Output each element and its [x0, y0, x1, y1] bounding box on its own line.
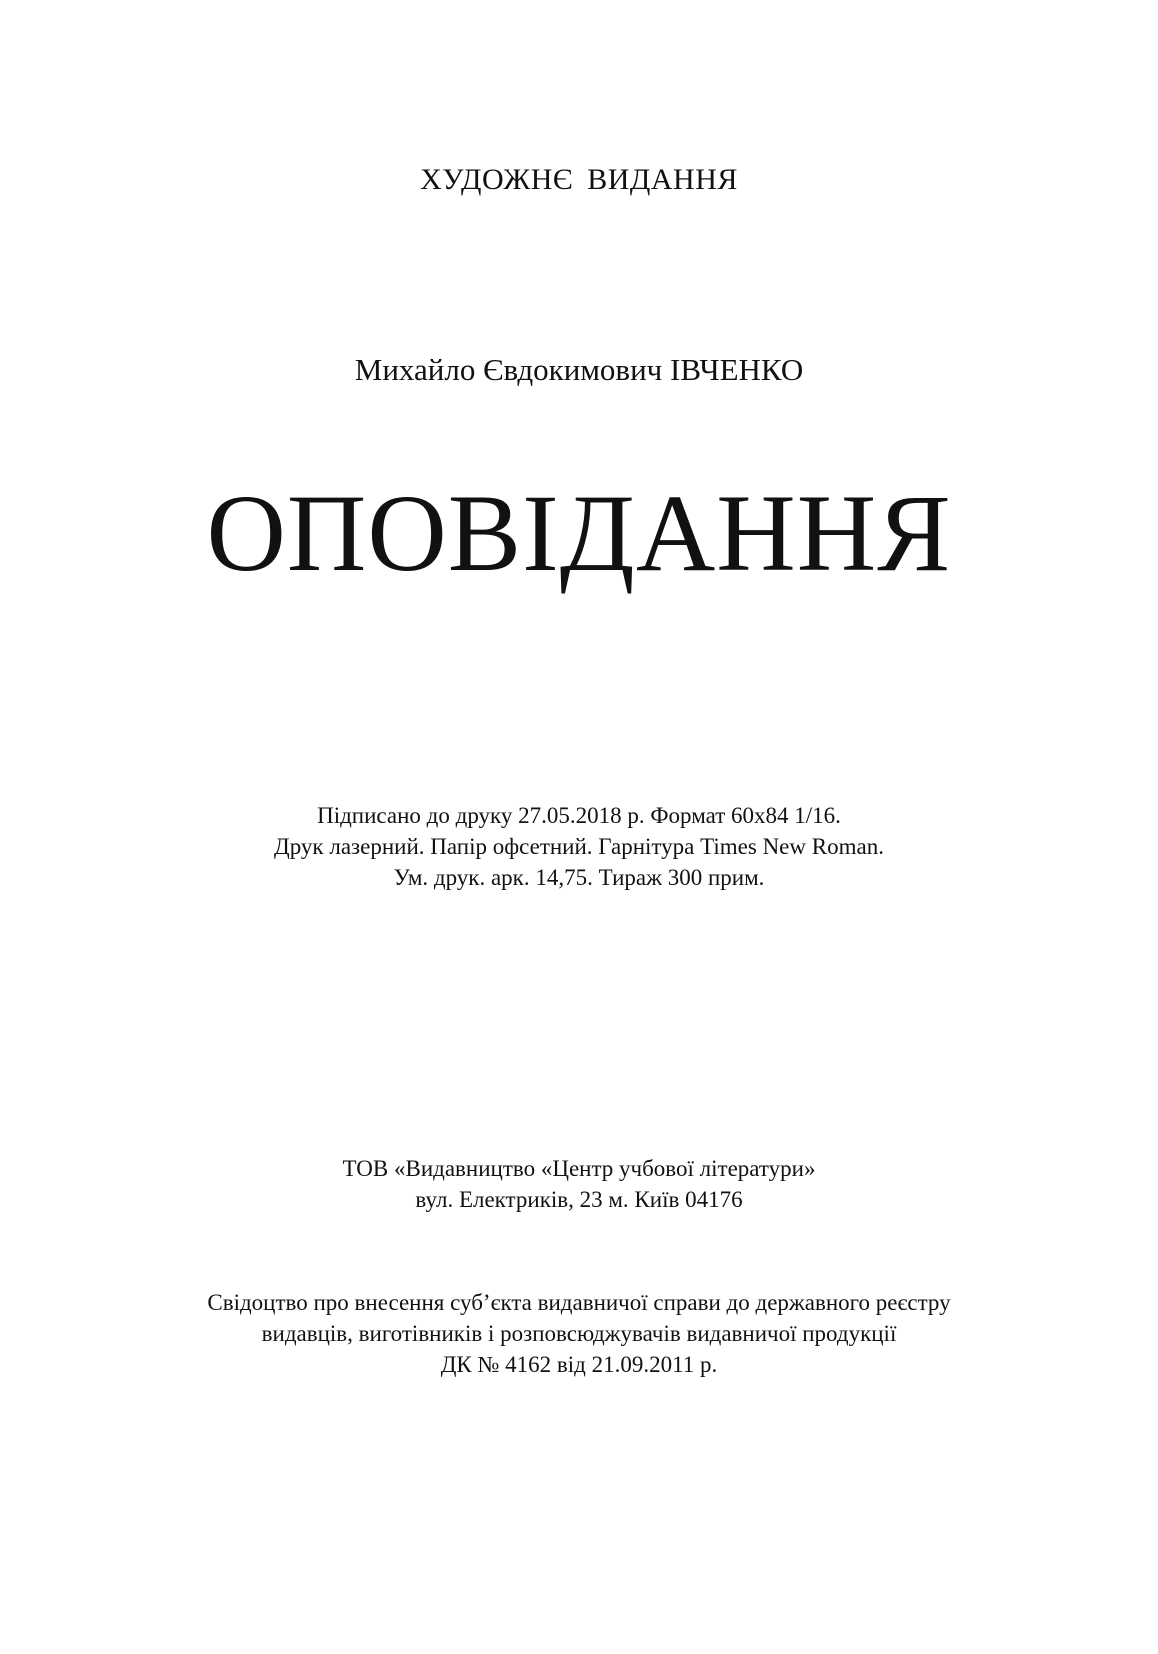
book-title: ОПОВІДАННЯ — [206, 472, 952, 594]
edition-type: ХУДОЖНЄ ВИДАННЯ — [420, 163, 738, 196]
publisher-line: вул. Електриків, 23 м. Київ 04176 — [415, 1187, 743, 1212]
imprint-line: Ум. друк. арк. 14,75. Тираж 300 прим. — [393, 865, 765, 890]
certificate-line: Свідоцтво про внесення суб’єкта видавничої справи до державного реєстру — [207, 1290, 951, 1315]
certificate-line: видавців, виготівників і розповсюджувачів видавничої продукції — [261, 1321, 897, 1346]
imprint-line: Друк лазерний. Папір офсетний. Гарнітура Times New Roman. — [274, 834, 884, 859]
publisher-info — [0, 1153, 1158, 1215]
imprint-details — [0, 800, 1158, 893]
author-name: Михайло Євдокимович ІВЧЕНКО — [354, 352, 804, 387]
registry-certificate — [0, 1287, 1158, 1380]
publisher-line: ТОВ «Видавництво «Центр учбової літератури» — [342, 1156, 816, 1181]
imprint-line: Підписано до друку 27.05.2018 р. Формат 60х84 1/16. — [317, 803, 841, 828]
certificate-line: ДК № 4162 від 21.09.2011 р. — [440, 1352, 718, 1377]
